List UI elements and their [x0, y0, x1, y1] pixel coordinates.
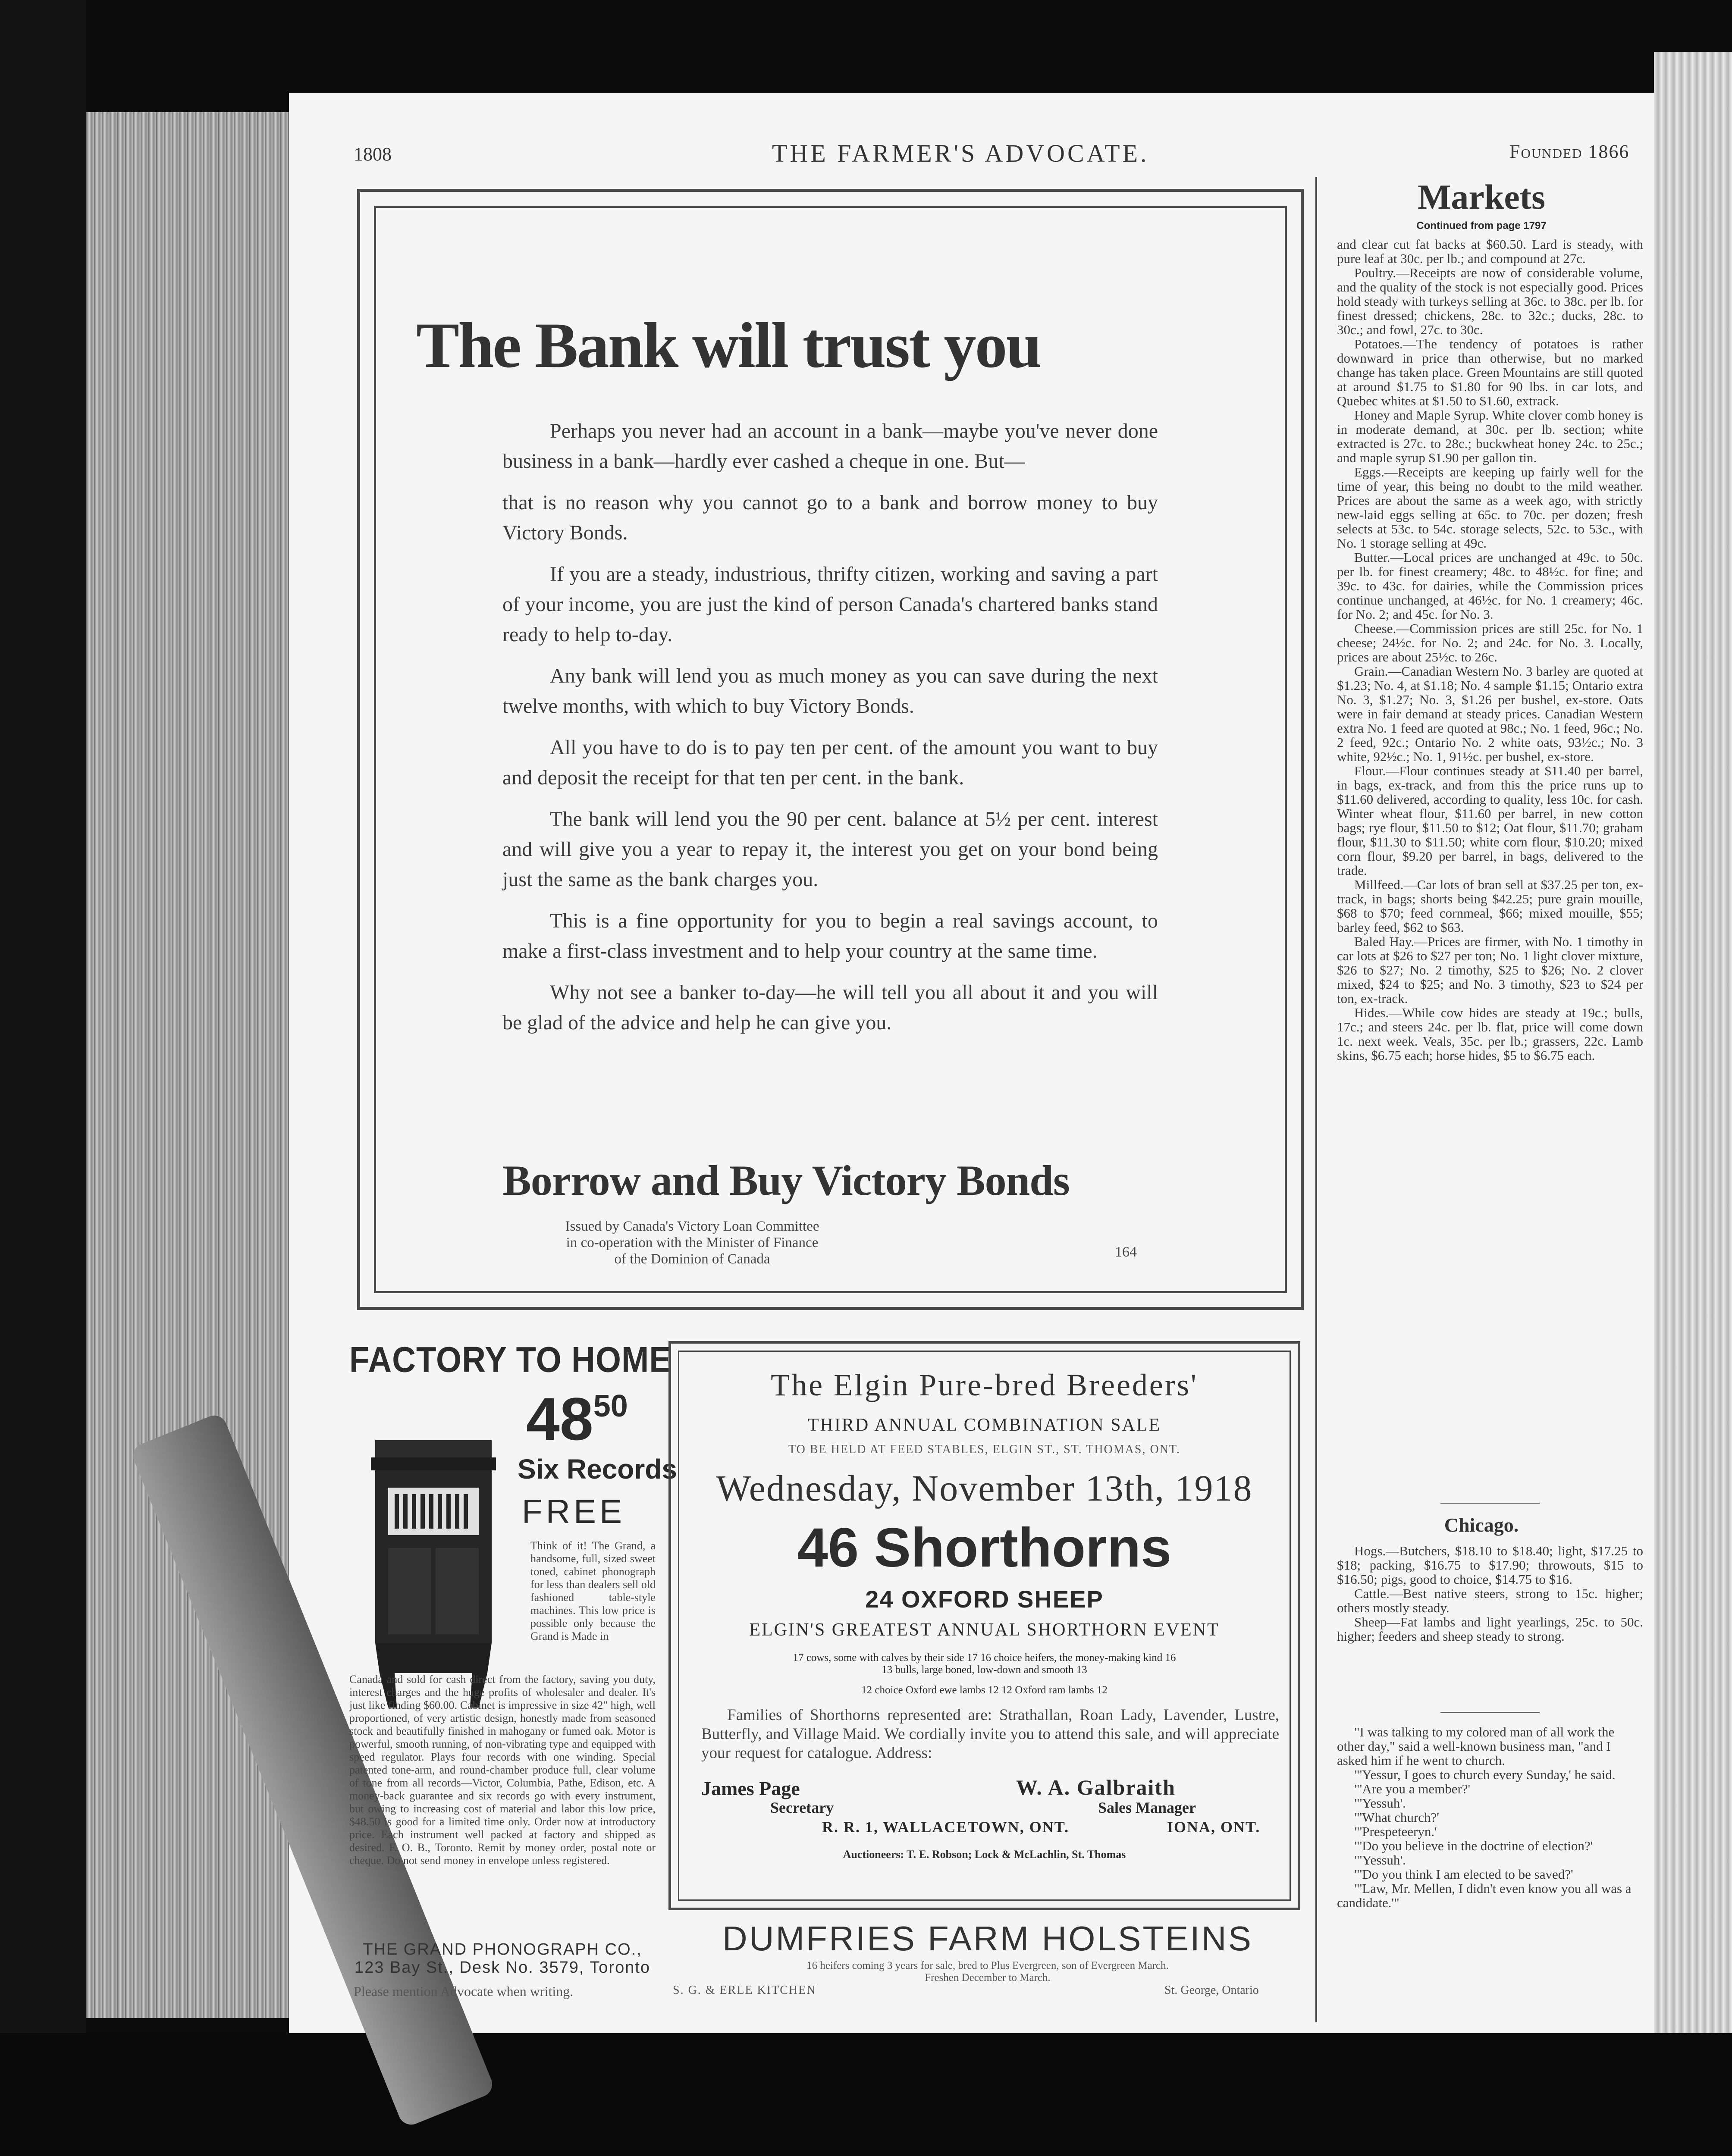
- mention-note: Please mention Advocate when writing.: [354, 1984, 574, 1999]
- ad-text: Think of it! The Grand, a handsome, full, sized sweet toned, cabinet phonograph for less than dealers sell old fashioned table-style machines. This low price is possible only because the Grand is Made in: [530, 1539, 656, 1642]
- market-paragraph: Honey and Maple Syrup. White clover comb honey is in moderate demand, at 30c. per lb. section; white extracted is 27c. to 28c.; buckwheat honey 24c. to 25c.; and maple syrup $1.90 per gallon tin.: [1337, 407, 1643, 465]
- market-paragraph: and clear cut fat backs at $60.50. Lard is steady, with pure leaf at 30c. per lb.; and compound at 27c.: [1337, 237, 1643, 266]
- price-cents: 50: [593, 1389, 628, 1423]
- phonograph-cabinet-illustration: [362, 1432, 505, 1712]
- market-paragraph: Cheese.—Commission prices are still 25c. for No. 1 cheese; 24½c. for No. 2; and 24c. for No. 3. Locally, prices are about 25½c. to 26c.: [1337, 621, 1643, 664]
- chicago-heading: Chicago.: [1444, 1514, 1519, 1536]
- scan-background-left: [0, 0, 86, 2156]
- stock-list: [671, 1652, 1298, 1676]
- ad-paragraph: If you are a steady, industrious, thrifty citizen, working and saving a part of your income, you are just the kind of person Canada's chartered banks stand ready to help to-day.: [502, 563, 1158, 646]
- anecdote-paragraph: "'Do you believe in the doctrine of election?': [1354, 1838, 1593, 1853]
- chicago-paragraph: Hogs.—Butchers, $18.10 to $18.40; light, $17.25 to $18; packing, $16.75 to $17.90; throwouts, $15 to $16.50; pigs, good to choice, $14.75 to $16.: [1337, 1543, 1643, 1587]
- market-paragraph: Baled Hay.—Prices are firmer, with No. 1 timothy in car lots at $26 to $27 per ton; No. 1 light clover mixture, $26 to $27; No. 2 timothy, $25 to $26; No. 2 clover mixed, $24 to $25; and No. 3 timothy, $23 to $24 per ton, ex-track.: [1337, 934, 1643, 1006]
- ad-paragraph: The bank will lend you the 90 per cent. balance at 5½ per cent. interest and will give you a year to repay it, the interest you get on your bond being just the same as the bank charges you.: [502, 808, 1158, 891]
- stock-line: 17 cows, some with calves by their side 17 16 choice heifers, the money-making kind 16: [793, 1652, 1176, 1664]
- market-paragraph: Butter.—Local prices are unchanged at 49c. to 50c. per lb. for finest creamery; 48c. to 48½c. for fine; and 39c. to 43c. for dairies, while the Commission prices continue unchanged, at 46½c. for No. 1 creamery; 46c. for No. 2; and 45c. for No. 3.: [1337, 550, 1643, 622]
- scan-background-bottom: [0, 2033, 1732, 2156]
- ad-code: 164: [1115, 1244, 1137, 1260]
- dumfries-line: Freshen December to March.: [925, 1972, 1051, 1984]
- manager-address: IONA, ONT.: [1167, 1818, 1261, 1836]
- ad-credit-line: of the Dominion of Canada: [614, 1251, 770, 1267]
- book-facing-leaves: [1654, 52, 1732, 2035]
- anecdote-paragraph: "'Do you think I am elected to be saved?': [1354, 1867, 1573, 1882]
- company-block: [349, 1940, 656, 1977]
- ad-slogan: Borrow and Buy Victory Bonds: [502, 1156, 1070, 1204]
- ad-headline: FACTORY TO HOME: [349, 1339, 671, 1380]
- dumfries-owner: S. G. & ERLE KITCHEN: [673, 1984, 816, 1997]
- auctioneers: Auctioneers: T. E. Robson; Lock & McLachlin, St. Thomas: [843, 1848, 1126, 1861]
- sale-location: TO BE HELD AT FEED STABLES, ELGIN ST., ST. THOMAS, ONT.: [788, 1443, 1180, 1456]
- ad-paragraph: All you have to do is to pay ten per cent. of the amount you want to buy and deposit the receipt for that ten per cent. in the bank.: [502, 736, 1158, 789]
- ad-credit: [563, 1218, 822, 1267]
- page-number: 1808: [354, 144, 392, 165]
- market-paragraph: Potatoes.—The tendency of potatoes is rather downward in price than otherwise, but no marked change has taken place. Green Mountains are still quoted at around $1.75 to $1.80 for 90 lbs. in car lots, and Quebec whites at $1.50 to $1.60, extrack.: [1337, 336, 1643, 408]
- sheep-count: 24 OXFORD SHEEP: [865, 1586, 1104, 1613]
- free-label: FREE: [522, 1492, 626, 1530]
- manager-role: Sales Manager: [1098, 1799, 1196, 1816]
- ad-text: Canada and sold for cash direct from the factory, saving you duty, interest charges and the huge profits of wholesaler and dealer. It's just like finding $60.00. Cabinet is impressive in size 42" high, well proportioned, of very artistic design, honestly made from seasoned stock and beautifully finished in mahogany or fumed oak. Motor is powerful, smooth running, of non-vibrating type and equipped with speed regulator. Plays four records with one winding. Special patented tone-arm, and round-chamber produce full, clear volume of tone from all records—Victor, Columbia, Pathe, Edison, etc. A money-back guarantee and six records go with every instrument, but owing to increasing cost of material and labor this low price, $48.50 is good for a limited time only. Order now at introductory price. Each instrument well packed at factory and shipped as desired. F. O. B., Toronto. Remit by money order, postal note or cheque. Do not send money in envelope unless registered.: [349, 1673, 656, 1867]
- chicago-text: [1337, 1544, 1643, 1643]
- ad-paragraph: Perhaps you never had an account in a bank—maybe you've never done business in a bank—hardly ever cashed a cheque in one. But—: [502, 420, 1158, 473]
- manager-name: W. A. Galbraith: [1016, 1775, 1176, 1799]
- ad-headline: The Bank will trust you: [416, 310, 1041, 381]
- chicago-paragraph: Cattle.—Best native steers, strong to 15c. higher; others mostly steady.: [1337, 1586, 1643, 1615]
- anecdote-paragraph: "'Prespeteeryn.': [1354, 1824, 1437, 1839]
- anecdote-paragraph: "I was talking to my colored man of all work the other day," said a well-known business man, "and I asked him if he went to church.: [1337, 1724, 1615, 1768]
- dumfries-line: 16 heifers coming 3 years for sale, bred to Plus Evergreen, son of Evergreen March.: [806, 1960, 1169, 1971]
- dumfries-details: [673, 1960, 1302, 1984]
- sale-date: Wednesday, November 13th, 1918: [716, 1467, 1253, 1509]
- secretary-address: R. R. 1, WALLACETOWN, ONT.: [822, 1818, 1070, 1836]
- ad-paragraph: Why not see a banker to-day—he will tell you all about it and you will be glad of the advice and help he can give you.: [502, 981, 1158, 1034]
- anecdote-paragraph: "'Yessuh'.: [1354, 1796, 1406, 1811]
- dumfries-location: St. George, Ontario: [1164, 1984, 1259, 1997]
- ad-body: [502, 416, 1158, 1049]
- victory-bonds-ad: [357, 189, 1304, 1310]
- company-address: 123 Bay St., Desk No. 3579, Toronto: [354, 1959, 651, 1977]
- stock-line: 13 bulls, large boned, low-down and smooth 13: [882, 1664, 1087, 1676]
- records-offer: Six Records: [518, 1454, 677, 1485]
- market-paragraph: Poultry.—Receipts are now of considerable volume, and the quality of the stock is not especially good. Prices hold steady with turkeys selling at 36c. to 38c. per lb. for finest dressed; chickens, 28c. to 32c.; ducks, 28c. to 30c.; and fowl, 27c. to 30c.: [1337, 265, 1643, 337]
- section-title: Markets: [1417, 177, 1545, 216]
- founded-note: Founded 1866: [1509, 141, 1630, 162]
- market-paragraph: Millfeed.—Car lots of bran sell at $37.25 per ton, ex-track, in bags; shorts being $42.25; pure grain mouille, $68 to $70; feed cornmeal, $66; mixed mouille, $55; barley feed, $62 to $63.: [1337, 877, 1643, 935]
- anecdote-paragraph: "'Law, Mr. Mellen, I didn't even know you all was a candidate.'": [1337, 1881, 1632, 1910]
- ad-paragraph: that is no reason why you cannot go to a bank and borrow money to buy Victory Bonds.: [502, 491, 1158, 544]
- ad-credit-line: Issued by Canada's Victory Loan Committee: [565, 1219, 819, 1234]
- column-rule: [1315, 177, 1317, 2022]
- event-tagline: ELGIN'S GREATEST ANNUAL SHORTHORN EVENT: [749, 1620, 1220, 1640]
- ad-subtitle: THIRD ANNUAL COMBINATION SALE: [807, 1415, 1161, 1435]
- markets-text: [1337, 237, 1643, 1062]
- anecdote-paragraph: "'What church?': [1354, 1810, 1439, 1825]
- anecdote-text: [1337, 1725, 1643, 1910]
- shorthorns-count: 46 Shorthorns: [797, 1517, 1172, 1579]
- running-title: THE FARMER'S ADVOCATE.: [772, 139, 1149, 167]
- secretary-role: Secretary: [770, 1799, 834, 1816]
- phonograph-ad: [349, 1337, 677, 2022]
- ad-credit-line: in co-operation with the Minister of Finance: [566, 1235, 819, 1250]
- ad-text: Families of Shorthorns represented are: Strathallan, Roan Lady, Lavender, Lustre, Butterfly, and Village Maid. We cordially invite you to attend this sale, and will appreciate your request for catalogue. Address:: [701, 1706, 1279, 1762]
- dumfries-headline: DUMFRIES FARM HOLSTEINS: [722, 1919, 1253, 1958]
- price-dollars: 48: [526, 1385, 593, 1453]
- anecdote-paragraph: "'Yessuh'.: [1354, 1852, 1406, 1868]
- anecdote-paragraph: "'Yessur, I goes to church every Sunday,' he said.: [1354, 1767, 1616, 1782]
- ad-paragraph: This is a fine opportunity for you to begin a real savings account, to make a first-class investment and to help your country at the same time.: [502, 909, 1158, 962]
- continued-note: Continued from page 1797: [1416, 220, 1547, 232]
- secretary-name: James Page: [701, 1777, 800, 1799]
- ad-headline: The Elgin Pure-bred Breeders': [771, 1368, 1198, 1402]
- market-paragraph: Grain.—Canadian Western No. 3 barley are quoted at $1.23; No. 4, at $1.18; No. 4 sample $1.15; Ontario extra No. 3, $1.27; No. 3, $1.26 per bushel, ex-store. Oats were in fair demand at steady prices. Canadian Western extra No. 1 feed are quoted at 98c.; No. 1 feed, 96c.; No. 2 feed, 92c.; Ontario No. 2 white oats, 93½c.; No. 3 white, 92½c.; No. 1, 91½c. per bushel, ex-store.: [1337, 664, 1643, 764]
- anecdote-paragraph: "'Are you a member?': [1354, 1781, 1471, 1796]
- market-paragraph: Flour.—Flour continues steady at $11.40 per barrel, in bags, ex-track, and from this the price runs up to $11.60 delivered, according to quality, less 10c. for cash. Winter wheat flour, $11.60 per barrel, in new cotton bags; rye flour, $11.50 to $12; Oat flour, $11.70; graham flour, $11.30 to $11.50; white corn flour, $10.20; mixed corn flour, $9.20 per barrel, in bags, delivered to the trade.: [1337, 763, 1643, 878]
- stock-line: 12 choice Oxford ewe lambs 12 12 Oxford ram lambs 12: [861, 1684, 1108, 1696]
- ad-paragraph: Any bank will lend you as much money as you can save during the next twelve months, with which to buy Victory Bonds.: [502, 664, 1158, 718]
- section-divider: [1440, 1712, 1540, 1713]
- section-divider: [1440, 1503, 1540, 1504]
- market-paragraph: Hides.—While cow hides are steady at 19c.; bulls, 17c.; and steers 24c. per lb. flat, price will come down 1c. next week. Veals, 35c. per lb.; grassers, 22c. Lamb skins, $6.75 each; horse hides, $5 to $6.75 each.: [1337, 1005, 1643, 1063]
- company-name: THE GRAND PHONOGRAPH CO.,: [363, 1940, 642, 1959]
- price: [526, 1384, 628, 1454]
- market-paragraph: Eggs.—Receipts are keeping up fairly well for the time of year, this being no doubt to the mild weather. Prices are about the same as a week ago, with strictly new-laid eggs selling at 65c. to 70c. per dozen; fresh selects at 53c. to 54c. storage selects, 52c. to 53c., with No. 1 storage selling at 49c.: [1337, 464, 1643, 551]
- elgin-breeders-ad: [668, 1341, 1300, 1910]
- chicago-paragraph: Sheep—Fat lambs and light yearlings, 25c. to 50c. higher; feeders and sheep steady to strong.: [1337, 1614, 1643, 1644]
